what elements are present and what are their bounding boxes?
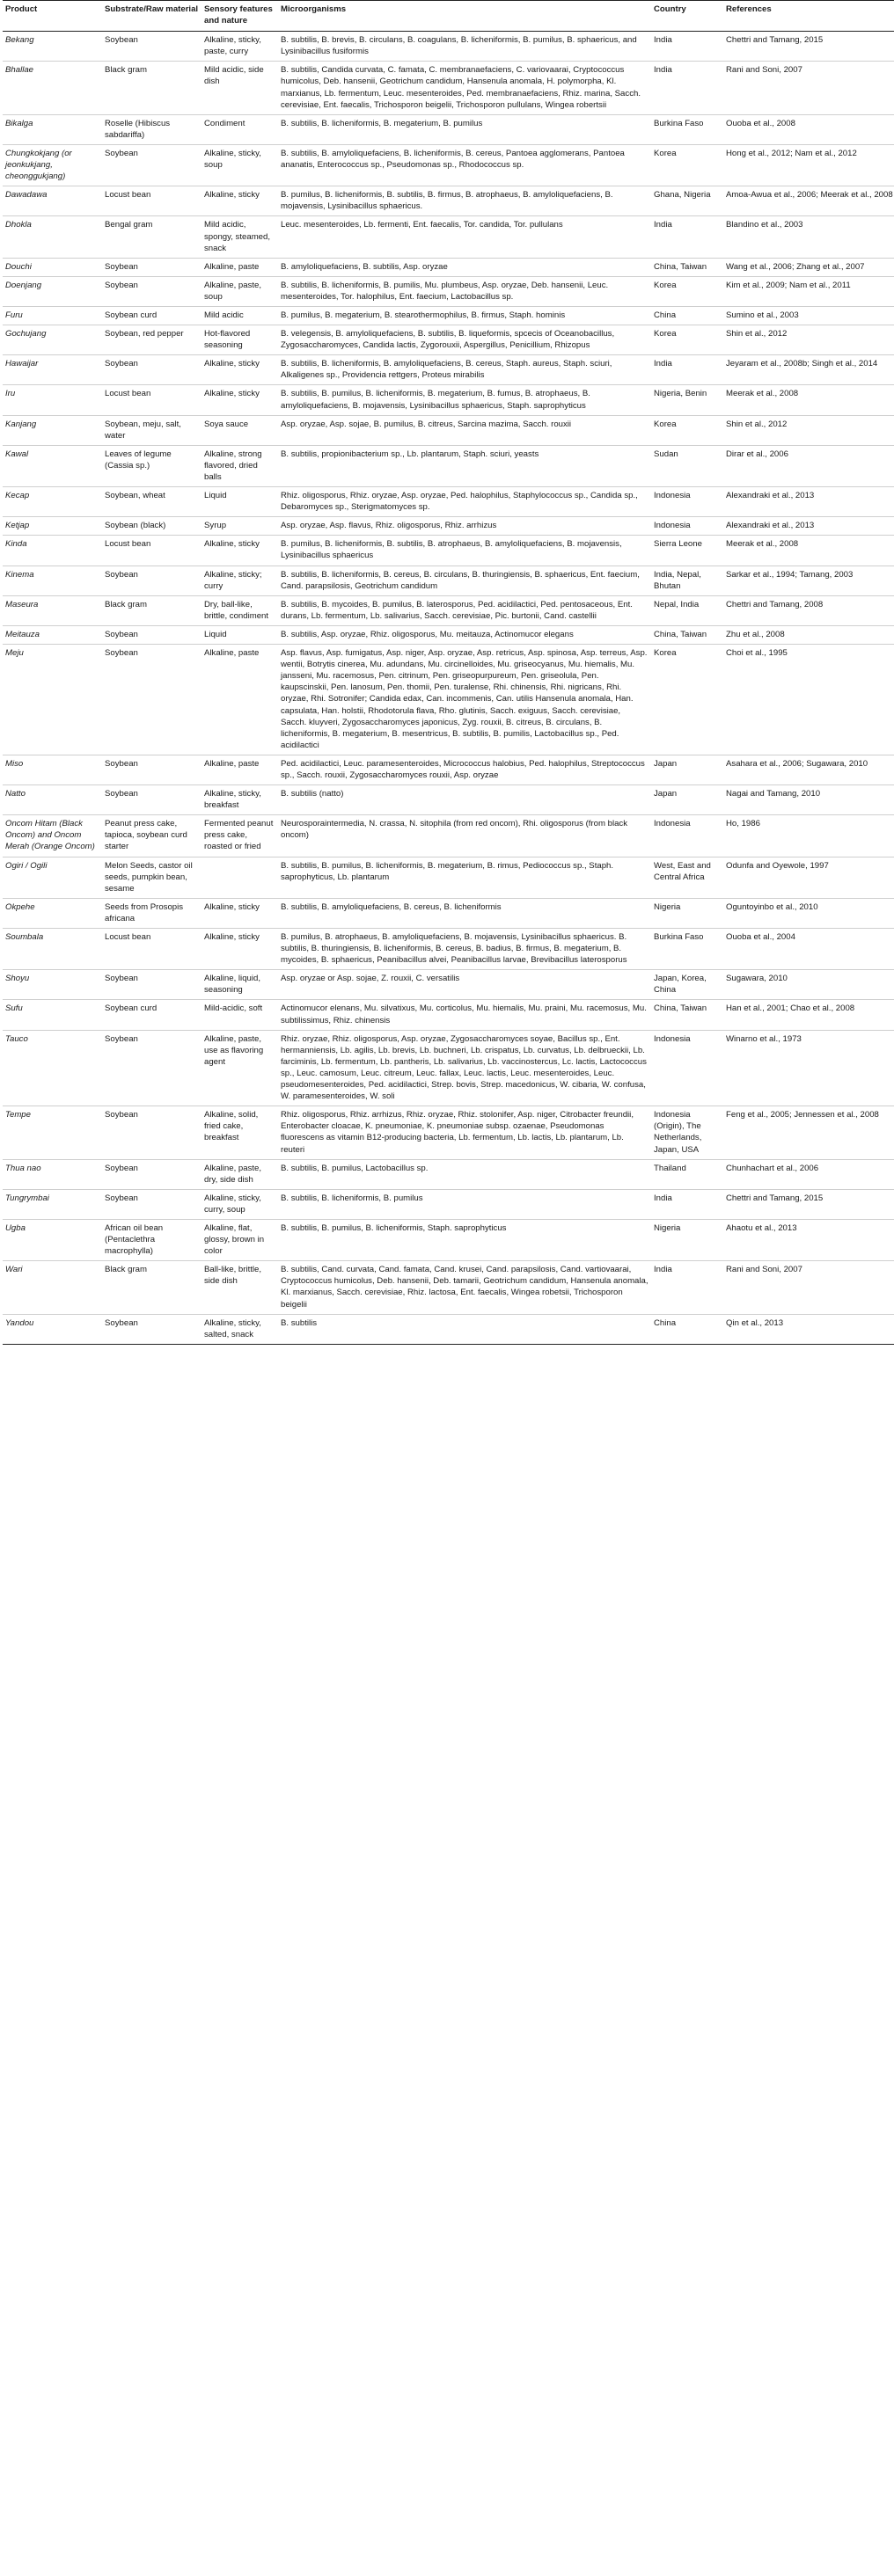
table-row bbox=[3, 445, 894, 486]
cell-sensory: Alkaline, liquid, seasoning bbox=[202, 970, 278, 1000]
table-row bbox=[3, 62, 894, 114]
cell-references: Alexandraki et al., 2013 bbox=[723, 487, 894, 517]
cell-sensory: Alkaline, sticky bbox=[202, 355, 278, 385]
cell-substrate: Soybean bbox=[102, 355, 202, 385]
cell-substrate: Soybean bbox=[102, 1189, 202, 1219]
cell-product: Soumbala bbox=[3, 929, 102, 970]
cell-product: Dawadawa bbox=[3, 186, 102, 216]
table-row bbox=[3, 929, 894, 970]
cell-sensory: Mild acidic, side dish bbox=[202, 62, 278, 114]
cell-substrate: Soybean, wheat bbox=[102, 487, 202, 517]
cell-sensory: Hot-flavored seasoning bbox=[202, 325, 278, 355]
cell-product: Kecap bbox=[3, 487, 102, 517]
cell-references: Jeyaram et al., 2008b; Singh et al., 2014 bbox=[723, 355, 894, 385]
table-row bbox=[3, 625, 894, 644]
cell-references: Nagai and Tamang, 2010 bbox=[723, 785, 894, 815]
cell-substrate: Melon Seeds, castor oil seeds, pumpkin bean, sesame bbox=[102, 857, 202, 898]
cell-substrate: Locust bean bbox=[102, 186, 202, 216]
cell-product: Maseura bbox=[3, 595, 102, 625]
cell-sensory: Dry, ball-like, brittle, condiment bbox=[202, 595, 278, 625]
cell-sensory: Alkaline, paste bbox=[202, 755, 278, 784]
table-row bbox=[3, 306, 894, 325]
cell-microorganisms: Leuc. mesenteroides, Lb. fermenti, Ent. faecalis, Tor. candida, Tor. pullulans bbox=[278, 216, 651, 258]
cell-sensory: Mild acidic, spongy, steamed, snack bbox=[202, 216, 278, 258]
column-header-product: Product bbox=[3, 1, 102, 32]
cell-product: Ugba bbox=[3, 1219, 102, 1260]
cell-substrate: Bengal gram bbox=[102, 216, 202, 258]
cell-references: Meerak et al., 2008 bbox=[723, 536, 894, 566]
cell-sensory: Alkaline, paste bbox=[202, 258, 278, 276]
cell-product: Ketjap bbox=[3, 517, 102, 536]
table-row bbox=[3, 898, 894, 928]
cell-references: Ouoba et al., 2004 bbox=[723, 929, 894, 970]
cell-microorganisms: Asp. flavus, Asp. fumigatus, Asp. niger, Asp. oryzae, Asp. retricus, Asp. spinosa, Asp. terreus, Asp. wentii, Botrytis cinerea, Mu. adundans, Mu. circinelloides, Mu. griseocyanus, Mu. hiemalis, Mu. jansseni, Mu. racemosus, Pen. citrinum, Pen. griseopurpureum, Pen. griseolula, Pen. kaupscinskii, Pen. lanosum, Pen. thomii, Pen. turalense, Rhi. chinensis, Rhi. nigricans, Rhi. oryzae, Rhi. Sotronifer; Candida edax, Can. incommenis, Can. utilis Hansenula anomala, Han. capsulata, Han. holstii, Rhodotorula flava, Rho. glutinis, Sacch. exiguus, Sacch. cerevisiae, Sacch. kluyveri, Zygosaccharomyces japonicus, Zyg. rouxii, B. citreus, B. circulans, B. licheniformis, B. megaterium, B. mesentricus, B. subtilis, B. pumilis, Lactobacillus sp., Ped. acidilactici bbox=[278, 645, 651, 755]
cell-substrate: Locust bean bbox=[102, 929, 202, 970]
cell-references: Alexandraki et al., 2013 bbox=[723, 517, 894, 536]
cell-microorganisms: Asp. oryzae, Asp. sojae, B. pumilus, B. citreus, Sarcina mazima, Sacch. rouxii bbox=[278, 415, 651, 445]
cell-substrate: Soybean bbox=[102, 1159, 202, 1189]
cell-product: Meju bbox=[3, 645, 102, 755]
cell-microorganisms: B. subtilis, B. licheniformis, B. pumilis, Mu. plumbeus, Asp. oryzae, Deb. hansenii, Leuc. mesenteroides, Tor. halophilus, Ent. faecium, Lactobacillus sp. bbox=[278, 276, 651, 306]
cell-references: Hong et al., 2012; Nam et al., 2012 bbox=[723, 144, 894, 186]
cell-product: Miso bbox=[3, 755, 102, 784]
cell-country: India bbox=[651, 355, 723, 385]
cell-sensory: Soya sauce bbox=[202, 415, 278, 445]
cell-sensory: Alkaline, paste, use as flavoring agent bbox=[202, 1030, 278, 1106]
cell-country: Thailand bbox=[651, 1159, 723, 1189]
table-row bbox=[3, 32, 894, 62]
cell-product: Kanjang bbox=[3, 415, 102, 445]
cell-microorganisms: B. subtilis, B. pumilus, B. licheniformis, B. megaterium, B. fumus, B. atrophaeus, B. amyloliquefaciens, B. mojavensis, Lysinibacillus sphaericus, Staph. saprophyticus bbox=[278, 385, 651, 415]
cell-sensory: Mild-acidic, soft bbox=[202, 1000, 278, 1030]
cell-sensory: Alkaline, sticky, soup bbox=[202, 144, 278, 186]
cell-product: Thua nao bbox=[3, 1159, 102, 1189]
cell-country: Nigeria bbox=[651, 898, 723, 928]
cell-country: Korea bbox=[651, 325, 723, 355]
cell-sensory: Syrup bbox=[202, 517, 278, 536]
cell-sensory: Alkaline, sticky bbox=[202, 186, 278, 216]
table-row bbox=[3, 216, 894, 258]
cell-country: India, Nepal, Bhutan bbox=[651, 566, 723, 595]
cell-substrate: Locust bean bbox=[102, 536, 202, 566]
cell-substrate: Black gram bbox=[102, 595, 202, 625]
cell-microorganisms: Actinomucor elenans, Mu. silvatixus, Mu. corticolus, Mu. hiemalis, Mu. praini, Mu. racemosus, Mu. subtilissimus, Rhiz. chinensis bbox=[278, 1000, 651, 1030]
cell-references: Asahara et al., 2006; Sugawara, 2010 bbox=[723, 755, 894, 784]
cell-country: Burkina Faso bbox=[651, 929, 723, 970]
cell-references: Zhu et al., 2008 bbox=[723, 625, 894, 644]
cell-sensory: Alkaline, paste bbox=[202, 645, 278, 755]
cell-substrate: Soybean curd bbox=[102, 1000, 202, 1030]
table-row bbox=[3, 1159, 894, 1189]
cell-sensory: Liquid bbox=[202, 625, 278, 644]
cell-sensory: Alkaline, sticky, curry, soup bbox=[202, 1189, 278, 1219]
cell-references: Sarkar et al., 1994; Tamang, 2003 bbox=[723, 566, 894, 595]
cell-microorganisms: B. subtilis bbox=[278, 1314, 651, 1344]
cell-country: Nepal, India bbox=[651, 595, 723, 625]
cell-references: Blandino et al., 2003 bbox=[723, 216, 894, 258]
cell-substrate: Black gram bbox=[102, 1261, 202, 1314]
cell-references: Odunfa and Oyewole, 1997 bbox=[723, 857, 894, 898]
cell-product: Chungkokjang (or jeonkukjang, cheonggukjang) bbox=[3, 144, 102, 186]
cell-product: Kinda bbox=[3, 536, 102, 566]
cell-product: Kawal bbox=[3, 445, 102, 486]
cell-references: Rani and Soni, 2007 bbox=[723, 1261, 894, 1314]
cell-sensory: Alkaline, sticky bbox=[202, 898, 278, 928]
table-row bbox=[3, 1261, 894, 1314]
table-row bbox=[3, 536, 894, 566]
fermented-foods-table bbox=[3, 0, 894, 1345]
cell-microorganisms: Rhiz. oligosporus, Rhiz. arrhizus, Rhiz. oryzae, Rhiz. stolonifer, Asp. niger, Citrobacter freundii, Enterobacter cloacae, K. pneumoniae, K. pneumoniae subsp. ozaenae, Pseudomonas fluorescens as vitamin B12-producing bacteria, Lb. fermentum, Lb. lactis, Lb. plantarum, Lb. reuteri bbox=[278, 1106, 651, 1159]
cell-references: Rani and Soni, 2007 bbox=[723, 62, 894, 114]
cell-country: India bbox=[651, 216, 723, 258]
table-row bbox=[3, 970, 894, 1000]
cell-product: Doenjang bbox=[3, 276, 102, 306]
table-row bbox=[3, 114, 894, 144]
cell-references: Choi et al., 1995 bbox=[723, 645, 894, 755]
table-body bbox=[3, 32, 894, 1345]
cell-substrate: Locust bean bbox=[102, 385, 202, 415]
table-row bbox=[3, 1314, 894, 1344]
column-header-substrate: Substrate/Raw material bbox=[102, 1, 202, 32]
cell-substrate: Soybean bbox=[102, 258, 202, 276]
cell-product: Bekang bbox=[3, 32, 102, 62]
cell-substrate: Soybean curd bbox=[102, 306, 202, 325]
table-row bbox=[3, 487, 894, 517]
cell-country: Indonesia bbox=[651, 815, 723, 857]
cell-microorganisms: B. subtilis, B. pumilus, Lactobacillus sp. bbox=[278, 1159, 651, 1189]
table-row bbox=[3, 1189, 894, 1219]
cell-substrate: Roselle (Hibiscus sabdariffa) bbox=[102, 114, 202, 144]
cell-references: Amoa-Awua et al., 2006; Meerak et al., 2008 bbox=[723, 186, 894, 216]
cell-country: Indonesia bbox=[651, 1030, 723, 1106]
column-header-microorganisms: Microorganisms bbox=[278, 1, 651, 32]
cell-microorganisms: B. velegensis, B. amyloliquefaciens, B. subtilis, B. liqueformis, spcecis of Oceanobacillus, Zygosaccharomyces, Candida lactis, Zygorouxii, Aspergillus, Penicillium, Rhizopus bbox=[278, 325, 651, 355]
cell-sensory: Alkaline, solid, fried cake, breakfast bbox=[202, 1106, 278, 1159]
cell-substrate: Soybean bbox=[102, 276, 202, 306]
cell-microorganisms: B. subtilis, Cand. curvata, Cand. famata, Cand. krusei, Cand. parapsilosis, Cand. vartiovaarai, Cryptococcus humicolus, Deb. hansenii, Deb. tamarii, Geotrichum candidum, Hansenula anomala, Kl. marxianus, Sacch. cerevisiae, Rhiz. lactosa, Ent. faecalis, Wingea robetsii, Trichosporon beigelii bbox=[278, 1261, 651, 1314]
cell-country: China bbox=[651, 1314, 723, 1344]
cell-country: Nigeria, Benin bbox=[651, 385, 723, 415]
cell-country: Burkina Faso bbox=[651, 114, 723, 144]
cell-product: Douchi bbox=[3, 258, 102, 276]
cell-references: Ahaotu et al., 2013 bbox=[723, 1219, 894, 1260]
cell-country: Korea bbox=[651, 276, 723, 306]
cell-substrate: African oil bean (Pentaclethra macrophylla) bbox=[102, 1219, 202, 1260]
table-row bbox=[3, 1000, 894, 1030]
cell-sensory bbox=[202, 857, 278, 898]
cell-references: Sugawara, 2010 bbox=[723, 970, 894, 1000]
cell-substrate: Soybean bbox=[102, 144, 202, 186]
cell-product: Kinema bbox=[3, 566, 102, 595]
cell-product: Natto bbox=[3, 785, 102, 815]
cell-microorganisms: B. subtilis, B. brevis, B. circulans, B. coagulans, B. licheniformis, B. pumilus, B. sphaericus, and Lysinibacillus fusiformis bbox=[278, 32, 651, 62]
cell-country: Nigeria bbox=[651, 1219, 723, 1260]
cell-microorganisms: Asp. oryzae or Asp. sojae, Z. rouxii, C. versatilis bbox=[278, 970, 651, 1000]
cell-references: Wang et al., 2006; Zhang et al., 2007 bbox=[723, 258, 894, 276]
cell-microorganisms: Rhiz. oligosporus, Rhiz. oryzae, Asp. oryzae, Ped. halophilus, Staphylococcus sp., Candida sp., Debaromyces sp., Sterigmatomyces sp. bbox=[278, 487, 651, 517]
cell-microorganisms: B. pumilus, B. licheniformis, B. subtilis, B. firmus, B. atrophaeus, B. amyloliquefaciens, B. mojavensis, Lysinibacillus sphaericus. bbox=[278, 186, 651, 216]
cell-country: China, Taiwan bbox=[651, 258, 723, 276]
cell-microorganisms: B. pumilus, B. licheniformis, B. subtilis, B. atrophaeus, B. amyloliquefaciens, B. mojavensis, Lysinibacillus sphaericus bbox=[278, 536, 651, 566]
cell-substrate: Soybean bbox=[102, 1030, 202, 1106]
cell-sensory: Alkaline, strong flavored, dried balls bbox=[202, 445, 278, 486]
cell-substrate: Soybean bbox=[102, 32, 202, 62]
cell-product: Okpehe bbox=[3, 898, 102, 928]
cell-references: Chettri and Tamang, 2015 bbox=[723, 32, 894, 62]
table-row bbox=[3, 755, 894, 784]
column-header-sensory: Sensory features and nature bbox=[202, 1, 278, 32]
cell-product: Dhokla bbox=[3, 216, 102, 258]
cell-country: Korea bbox=[651, 415, 723, 445]
cell-microorganisms: B. subtilis, B. licheniformis, B. megaterium, B. pumilus bbox=[278, 114, 651, 144]
cell-product: Sufu bbox=[3, 1000, 102, 1030]
cell-references: Kim et al., 2009; Nam et al., 2011 bbox=[723, 276, 894, 306]
cell-product: Meitauza bbox=[3, 625, 102, 644]
table-row bbox=[3, 1030, 894, 1106]
cell-sensory: Fermented peanut press cake, roasted or fried bbox=[202, 815, 278, 857]
table-row bbox=[3, 276, 894, 306]
cell-product: Oncom Hitam (Black Oncom) and Oncom Merah (Orange Oncom) bbox=[3, 815, 102, 857]
cell-sensory: Alkaline, paste, dry, side dish bbox=[202, 1159, 278, 1189]
cell-references: Chettri and Tamang, 2015 bbox=[723, 1189, 894, 1219]
table-row bbox=[3, 355, 894, 385]
cell-sensory: Alkaline, sticky bbox=[202, 385, 278, 415]
cell-references: Meerak et al., 2008 bbox=[723, 385, 894, 415]
cell-microorganisms: Ped. acidilactici, Leuc. paramesenteroides, Micrococcus halobius, Ped. halophilus, Streptococcus sp., Sacch. rouxii, Zygosaccharomyces rouxii, Asp. oryzae bbox=[278, 755, 651, 784]
cell-microorganisms: B. subtilis, B. pumilus, B. licheniformis, B. megaterium, B. rimus, Pediococcus sp., Staph. saprophyticus, Lb. plantarum bbox=[278, 857, 651, 898]
cell-substrate: Soybean bbox=[102, 645, 202, 755]
cell-sensory: Alkaline, paste, soup bbox=[202, 276, 278, 306]
cell-substrate: Seeds from Prosopis africana bbox=[102, 898, 202, 928]
cell-substrate: Soybean bbox=[102, 755, 202, 784]
cell-substrate: Soybean, meju, salt, water bbox=[102, 415, 202, 445]
table-row bbox=[3, 595, 894, 625]
cell-country: West, East and Central Africa bbox=[651, 857, 723, 898]
cell-country: Sierra Leone bbox=[651, 536, 723, 566]
cell-product: Bikalga bbox=[3, 114, 102, 144]
cell-substrate: Soybean (black) bbox=[102, 517, 202, 536]
cell-country: Korea bbox=[651, 645, 723, 755]
cell-country: Indonesia bbox=[651, 487, 723, 517]
cell-substrate: Leaves of legume (Cassia sp.) bbox=[102, 445, 202, 486]
cell-microorganisms: B. subtilis, Candida curvata, C. famata, C. membranaefaciens, C. variovaarai, Cryptococcus humicolus, Deb. hansenii, Geotrichum candidum, Hansenula anomala, H. polymorpha, Kl. marxianus, Lb. fermentum, Leuc. mesenteroides, Ped. membranaefaciens, Rhiz. marina, Sacch. cerevisiae, Ent. faecalis, Trichosporon beigelii, Trichosporon pullulans, Wingea robertsii bbox=[278, 62, 651, 114]
cell-microorganisms: B. subtilis, B. licheniformis, B. amyloliquefaciens, B. cereus, Staph. aureus, Staph. sciuri, Alkaligenes sp., Providencia rettgers, Proteus mirabilis bbox=[278, 355, 651, 385]
table-row bbox=[3, 186, 894, 216]
table-row bbox=[3, 258, 894, 276]
cell-sensory: Alkaline, sticky, salted, snack bbox=[202, 1314, 278, 1344]
cell-sensory: Alkaline, sticky, paste, curry bbox=[202, 32, 278, 62]
cell-references: Sumino et al., 2003 bbox=[723, 306, 894, 325]
table-header-row bbox=[3, 1, 894, 32]
cell-product: Ogiri / Ogili bbox=[3, 857, 102, 898]
cell-microorganisms: Asp. oryzae, Asp. flavus, Rhiz. oligosporus, Rhiz. arrhizus bbox=[278, 517, 651, 536]
table-row bbox=[3, 566, 894, 595]
column-header-references: References bbox=[723, 1, 894, 32]
cell-sensory: Alkaline, sticky; curry bbox=[202, 566, 278, 595]
table-row bbox=[3, 517, 894, 536]
cell-product: Yandou bbox=[3, 1314, 102, 1344]
table-row bbox=[3, 857, 894, 898]
cell-sensory: Alkaline, flat, glossy, brown in color bbox=[202, 1219, 278, 1260]
table-row bbox=[3, 415, 894, 445]
cell-references: Dirar et al., 2006 bbox=[723, 445, 894, 486]
cell-substrate: Black gram bbox=[102, 62, 202, 114]
cell-microorganisms: B. pumilus, B. atrophaeus, B. amyloliquefaciens, B. mojavensis, Lysinibacillus sphaericus. B. subtilis, B. thuringiensis, B. licheniformis, B. cereus, B. badius, B. firmus, B. megaterium, B. mycoides, B. sphaericus, Peanibacillus alvei, Peanibacillus larvae, Brevibacillus laterosporus bbox=[278, 929, 651, 970]
cell-substrate: Soybean bbox=[102, 566, 202, 595]
cell-country: China, Taiwan bbox=[651, 625, 723, 644]
cell-references: Chunhachart et al., 2006 bbox=[723, 1159, 894, 1189]
cell-product: Hawaijar bbox=[3, 355, 102, 385]
cell-country: Sudan bbox=[651, 445, 723, 486]
cell-microorganisms: B. subtilis, Asp. oryzae, Rhiz. oligosporus, Mu. meitauza, Actinomucor elegans bbox=[278, 625, 651, 644]
cell-product: Iru bbox=[3, 385, 102, 415]
cell-country: China bbox=[651, 306, 723, 325]
cell-sensory: Alkaline, sticky, breakfast bbox=[202, 785, 278, 815]
table-row bbox=[3, 1219, 894, 1260]
table-row bbox=[3, 1106, 894, 1159]
cell-sensory: Ball-like, brittle, side dish bbox=[202, 1261, 278, 1314]
cell-country: Japan bbox=[651, 785, 723, 815]
cell-microorganisms: B. subtilis, B. amyloliquefaciens, B. licheniformis, B. cereus, Pantoea agglomerans, Pantoea ananatis, Enterococcus sp., Pseudomonas sp., Rhodococcus sp. bbox=[278, 144, 651, 186]
cell-product: Bhallae bbox=[3, 62, 102, 114]
cell-references: Han et al., 2001; Chao et al., 2008 bbox=[723, 1000, 894, 1030]
cell-microorganisms: B. amyloliquefaciens, B. subtilis, Asp. oryzae bbox=[278, 258, 651, 276]
cell-microorganisms: B. subtilis, B. licheniformis, B. cereus, B. circulans, B. thuringiensis, B. sphaericus, Ent. faecium, Cand. parapsilosis, Geotrichum candidum bbox=[278, 566, 651, 595]
cell-sensory: Alkaline, sticky bbox=[202, 929, 278, 970]
cell-substrate: Soybean bbox=[102, 625, 202, 644]
cell-references: Shin et al., 2012 bbox=[723, 325, 894, 355]
cell-sensory: Condiment bbox=[202, 114, 278, 144]
cell-country: India bbox=[651, 62, 723, 114]
cell-country: Indonesia (Origin), The Netherlands, Japan, USA bbox=[651, 1106, 723, 1159]
cell-product: Furu bbox=[3, 306, 102, 325]
cell-product: Tungrymbai bbox=[3, 1189, 102, 1219]
cell-microorganisms: Rhiz. oryzae, Rhiz. oligosporus, Asp. oryzae, Zygosaccharomyces soyae, Bacillus sp., Ent. hermanniensis, Lb. agilis, Lb. brevis, Lb. buchneri, Lb. crispatus, Lb. curvatus, Lb. delbrueckii, Lb. farciminis, Lb. fermentum, Lb. pantheris, Lb. salivarius, Lb. vaccinostercus, Lc. lactis, Lactococcus sp., Leuc. camosum, Leuc. citreum, Leuc. fallax, Leuc. lactis, Leuc. mesenteroides, Leuc. pseudomesenteroides, Ped. acidilactici, Strep. bovis, Strep. macedonicus, W. cibaria, W. confusa, W. paramesenteroides, W. soli bbox=[278, 1030, 651, 1106]
cell-substrate: Soybean bbox=[102, 1314, 202, 1344]
cell-country: Indonesia bbox=[651, 517, 723, 536]
cell-country: China, Taiwan bbox=[651, 1000, 723, 1030]
cell-country: Korea bbox=[651, 144, 723, 186]
cell-microorganisms: B. pumilus, B. megaterium, B. stearothermophilus, B. firmus, Staph. hominis bbox=[278, 306, 651, 325]
table-row bbox=[3, 815, 894, 857]
cell-microorganisms: B. subtilis, B. amyloliquefaciens, B. cereus, B. licheniformis bbox=[278, 898, 651, 928]
cell-microorganisms: B. subtilis (natto) bbox=[278, 785, 651, 815]
cell-product: Tauco bbox=[3, 1030, 102, 1106]
table-row bbox=[3, 325, 894, 355]
cell-microorganisms: B. subtilis, B. pumilus, B. licheniformis, Staph. saprophyticus bbox=[278, 1219, 651, 1260]
cell-references: Oguntoyinbo et al., 2010 bbox=[723, 898, 894, 928]
cell-sensory: Alkaline, sticky bbox=[202, 536, 278, 566]
cell-substrate: Soybean, red pepper bbox=[102, 325, 202, 355]
cell-references: Winarno et al., 1973 bbox=[723, 1030, 894, 1106]
cell-microorganisms: B. subtilis, B. licheniformis, B. pumilus bbox=[278, 1189, 651, 1219]
cell-country: India bbox=[651, 1261, 723, 1314]
cell-references: Shin et al., 2012 bbox=[723, 415, 894, 445]
cell-sensory: Liquid bbox=[202, 487, 278, 517]
cell-product: Wari bbox=[3, 1261, 102, 1314]
cell-references: Ouoba et al., 2008 bbox=[723, 114, 894, 144]
cell-country: Ghana, Nigeria bbox=[651, 186, 723, 216]
table-row bbox=[3, 144, 894, 186]
cell-references: Ho, 1986 bbox=[723, 815, 894, 857]
cell-country: Japan, Korea, China bbox=[651, 970, 723, 1000]
cell-references: Qin et al., 2013 bbox=[723, 1314, 894, 1344]
table-row bbox=[3, 385, 894, 415]
cell-substrate: Peanut press cake, tapioca, soybean curd starter bbox=[102, 815, 202, 857]
cell-references: Feng et al., 2005; Jennessen et al., 2008 bbox=[723, 1106, 894, 1159]
cell-microorganisms: B. subtilis, B. mycoides, B. pumilus, B. laterosporus, Ped. acidilactici, Ped. pentosaceous, Ent. durans, Lb. fermentum, Lb. salivarius, Sacch. cerevisiae, Pic. burtonii, Cand. castellii bbox=[278, 595, 651, 625]
cell-microorganisms: Neurosporaintermedia, N. crassa, N. sitophila (from red oncom), Rhi. oligosporus (from black oncom) bbox=[278, 815, 651, 857]
cell-product: Gochujang bbox=[3, 325, 102, 355]
cell-country: India bbox=[651, 32, 723, 62]
cell-substrate: Soybean bbox=[102, 1106, 202, 1159]
cell-product: Shoyu bbox=[3, 970, 102, 1000]
cell-substrate: Soybean bbox=[102, 785, 202, 815]
cell-microorganisms: B. subtilis, propionibacterium sp., Lb. plantarum, Staph. sciuri, yeasts bbox=[278, 445, 651, 486]
cell-country: India bbox=[651, 1189, 723, 1219]
column-header-country: Country bbox=[651, 1, 723, 32]
table-row bbox=[3, 785, 894, 815]
cell-references: Chettri and Tamang, 2008 bbox=[723, 595, 894, 625]
cell-country: Japan bbox=[651, 755, 723, 784]
cell-sensory: Mild acidic bbox=[202, 306, 278, 325]
table-row bbox=[3, 645, 894, 755]
cell-substrate: Soybean bbox=[102, 970, 202, 1000]
cell-product: Tempe bbox=[3, 1106, 102, 1159]
